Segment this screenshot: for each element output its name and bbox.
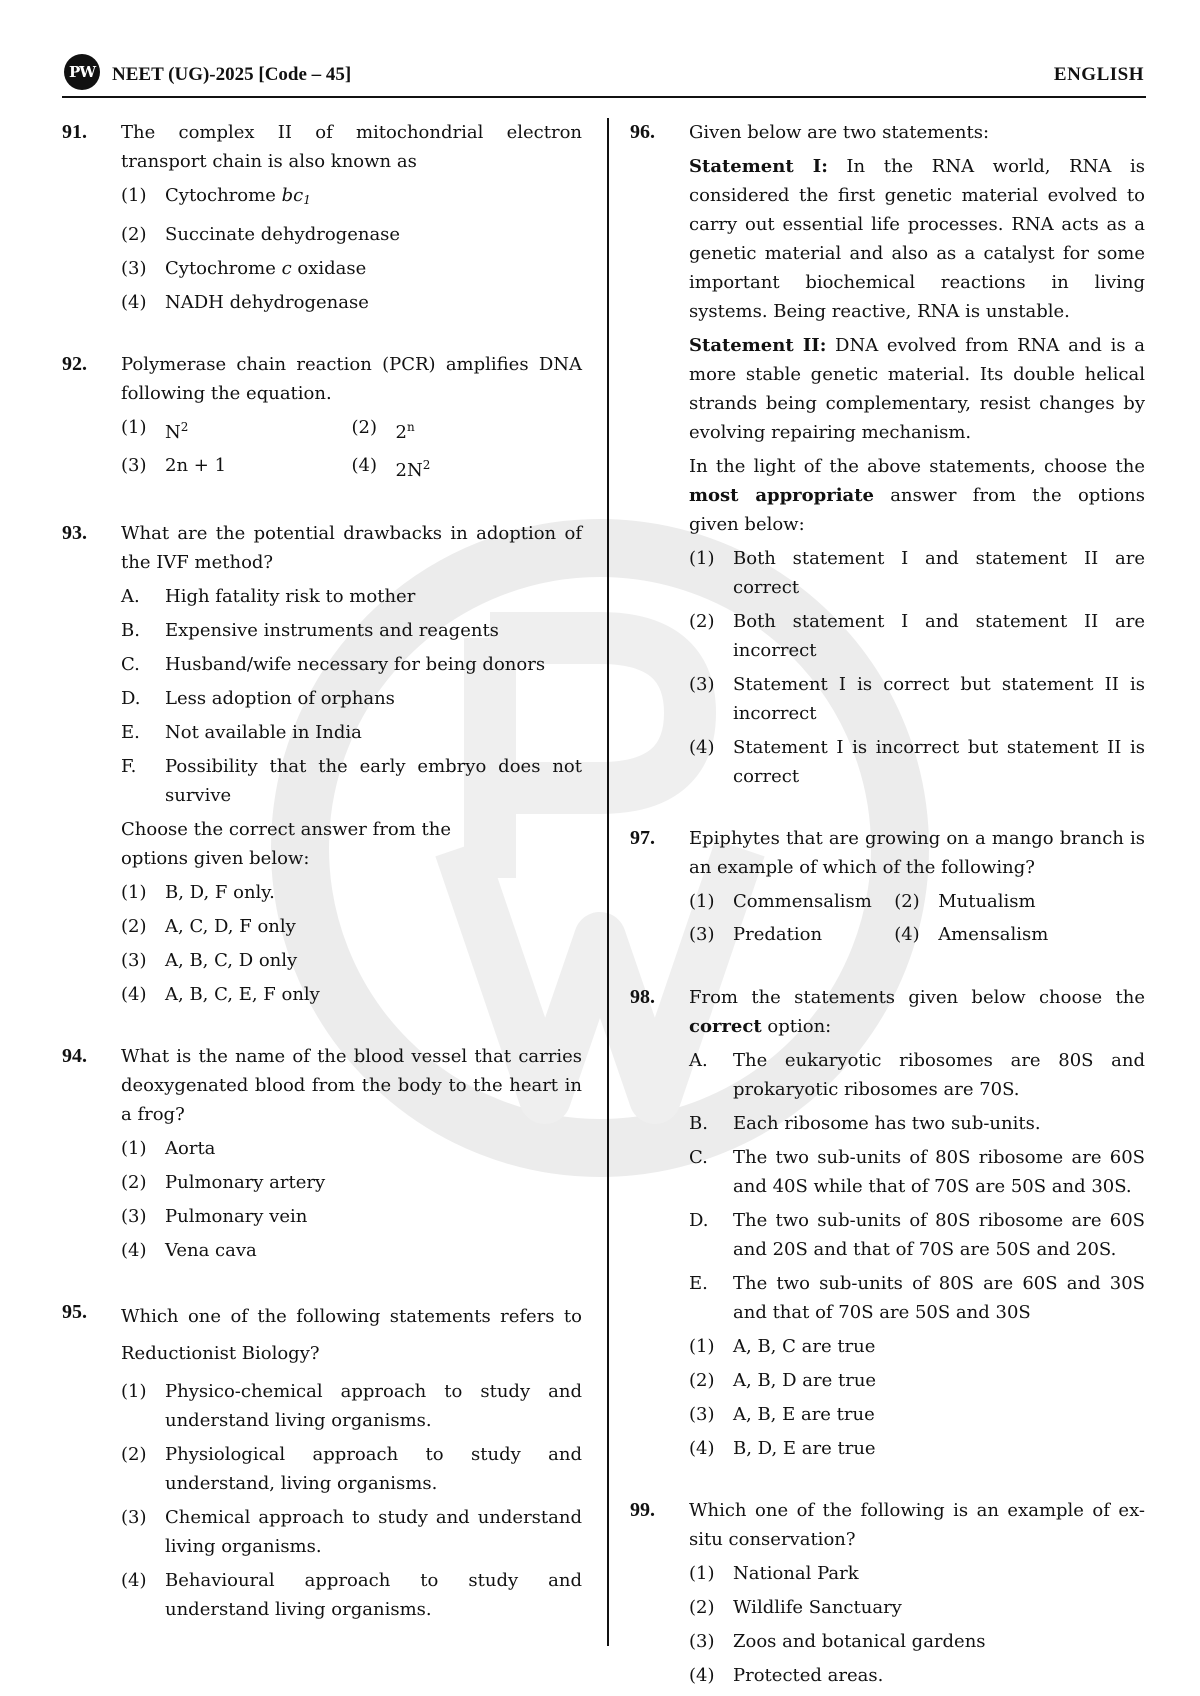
option-text: Aorta [165,1138,216,1159]
item-text: The eukaryotic ribosomes are 80S and prokaryotic ribosomes are 70S. [733,1050,1145,1100]
option-text: Amensalism [938,924,1049,945]
option-text: A, B, E are true [733,1404,875,1425]
option-label: (3) [689,1404,715,1425]
option-2 [689,1593,1145,1622]
column-divider [607,118,609,1646]
option-label: (1) [689,891,715,912]
item-c [689,1143,1145,1201]
option-2 [689,607,1145,665]
option-text: A, B, C are true [733,1336,876,1357]
option-label: (1) [689,1336,715,1357]
option-text: N [165,422,181,443]
options-grid [121,413,582,489]
statement-text: DNA evolved from RNA and is a more stable genetic material. Its double helical strands being complementary, resist changes by evolving repairing mechanism. [689,335,1145,443]
option-label: (3) [121,1507,147,1528]
subscript: 1 [303,193,311,207]
option-2 [352,413,583,447]
option-label: (4) [689,737,715,758]
option-3 [689,1627,1145,1656]
option-label: (4) [121,1240,147,1261]
option-1 [121,878,582,907]
option-label: (2) [121,916,147,937]
option-4 [121,1236,582,1265]
option-label: (3) [689,924,715,945]
option-1 [121,1377,582,1435]
page-header [62,52,1146,98]
option-2 [894,887,1145,916]
option-label: (3) [689,674,715,695]
option-text: Pulmonary vein [165,1206,308,1227]
option-text: Commensalism [733,891,872,912]
item-e [689,1269,1145,1327]
option-2 [689,1366,1145,1395]
item-label: E. [689,1273,708,1294]
question-number: 97. [630,827,655,849]
option-text: Cytochrome [165,185,282,206]
option-text: Statement I is incorrect but statement II is correct [733,737,1145,787]
question-97 [630,824,1145,953]
option-label: (2) [894,891,920,912]
left-column [62,118,582,1624]
question-text: Which one of the following is an example of ex-situ conservation? [689,1500,1145,1550]
option-text: Succinate dehydrogenase [165,224,401,245]
option-text: 2N [395,460,423,481]
option-text: oxidase [291,258,367,279]
option-text: B, D, F only. [165,882,275,903]
item-label: B. [121,620,140,641]
option-text: Mutualism [938,891,1036,912]
option-label: (1) [121,417,147,438]
option-4 [121,288,582,317]
item-a [689,1046,1145,1104]
question-text: What are the potential drawbacks in adoption of the IVF method? [121,523,582,573]
question-94 [62,1042,582,1265]
instruction-emphasis: most appropriate [689,485,874,506]
item-text: High fatality risk to mother [165,586,416,607]
option-text-italic: c [281,258,292,279]
option-text: Physiological approach to study and understand, living organisms. [165,1444,582,1494]
option-text: A, B, C, D only [165,950,298,971]
option-label: (4) [689,1665,715,1686]
option-1 [121,1134,582,1163]
question-number: 96. [630,121,655,143]
option-text: National Park [733,1563,859,1584]
option-text: Behavioural approach to study and understand living organisms. [165,1570,582,1620]
question-99 [630,1496,1145,1690]
item-b [121,616,582,645]
question-95 [62,1298,582,1624]
option-4 [689,733,1145,791]
item-text: Not available in India [165,722,362,743]
option-4 [121,1566,582,1624]
option-text: Statement I is correct but statement II is incorrect [733,674,1145,724]
options-grid [689,887,1145,953]
item-label: B. [689,1113,708,1134]
option-3 [121,946,582,975]
option-label: (2) [351,417,377,438]
question-number: 98. [630,986,655,1008]
question-number: 95. [62,1301,87,1323]
option-1 [689,544,1145,602]
instruction-text [689,452,1145,539]
option-label: (3) [121,455,147,476]
option-text-italic: bc [281,185,304,206]
option-text: Pulmonary artery [165,1172,326,1193]
item-label: E. [121,722,140,743]
option-3 [689,920,894,949]
option-label: (2) [121,1172,147,1193]
option-label: (1) [689,548,715,569]
option-3 [689,670,1145,728]
option-text: Protected areas. [733,1665,884,1686]
option-4 [689,1434,1145,1463]
option-text: 2 [395,422,407,443]
option-label: (1) [689,1563,715,1584]
question-93 [62,519,582,1009]
item-text: Less adoption of orphans [165,688,395,709]
option-4 [121,980,582,1009]
item-text: The two sub-units of 80S are 60S and 30S and that of 70S are 50S and 30S [733,1273,1145,1323]
item-label: F. [121,756,137,777]
item-b [689,1109,1145,1138]
option-4 [894,920,1145,949]
question-number: 99. [630,1499,655,1521]
option-label: (4) [121,984,147,1005]
option-text: A, B, C, E, F only [165,984,320,1005]
question-number: 94. [62,1045,87,1067]
question-text: The complex II of mitochondrial electron transport chain is also known as [121,122,582,172]
item-f [121,752,582,810]
exam-title: NEET (UG)-2025 [Code – 45] [112,64,352,85]
option-2 [121,220,582,249]
item-a [121,582,582,611]
question-number: 93. [62,522,87,544]
item-text: The two sub-units of 80S ribosome are 60S and 40S while that of 70S are 50S and 30S. [733,1147,1145,1197]
option-1 [689,887,894,916]
option-label: (2) [689,1597,715,1618]
option-text: Both statement I and statement II are incorrect [733,611,1145,661]
statement-label: Statement II: [689,335,827,356]
option-text: Physico-chemical approach to study and understand living organisms. [165,1381,582,1431]
option-text: Predation [733,924,823,945]
option-label: (1) [121,185,147,206]
option-label: (4) [351,455,377,476]
superscript: n [406,420,415,434]
option-text: Cytochrome [165,258,282,279]
question-98 [630,983,1145,1463]
question-text-emphasis: correct [689,1016,762,1037]
question-96 [630,118,1145,791]
option-label: (4) [121,1570,147,1591]
instruction-part: answer from the options given below: [689,485,1145,535]
question-text: What is the name of the blood vessel that carries deoxygenated blood from the body to the heart in a frog? [121,1046,582,1125]
instruction-text: Choose the correct answer from the options given below: [121,819,451,869]
question-text-part: From the statements given below choose the [689,987,1145,1008]
item-c [121,650,582,679]
question-text: Which one of the following statements refers to Reductionist Biology? [121,1306,582,1364]
item-text: Each ribosome has two sub-units. [733,1113,1041,1134]
option-3 [121,1503,582,1561]
option-text: Wildlife Sanctuary [733,1597,902,1618]
item-d [121,684,582,713]
statement-1 [689,152,1145,326]
option-text: Chemical approach to study and understand living organisms. [165,1507,582,1557]
question-text-part: option: [761,1016,832,1037]
question-number: 91. [62,121,87,143]
option-label: (2) [689,1370,715,1391]
option-2 [121,912,582,941]
option-1 [689,1332,1145,1361]
language-label: ENGLISH [1053,64,1144,85]
statement-2 [689,331,1145,447]
item-d [689,1206,1145,1264]
question-text: Epiphytes that are growing on a mango branch is an example of which of the following? [689,828,1145,878]
item-e [121,718,582,747]
option-3 [689,1400,1145,1429]
option-text: NADH dehydrogenase [165,292,369,313]
option-label: (4) [894,924,920,945]
question-text: Polymerase chain reaction (PCR) amplifies DNA following the equation. [121,354,582,404]
superscript: 2 [180,420,189,434]
item-text: The two sub-units of 80S ribosome are 60S and 20S and that of 70S are 50S and 20S. [733,1210,1145,1260]
question-text [689,983,1145,1041]
option-2 [121,1440,582,1498]
option-4 [689,1661,1145,1690]
option-3 [121,254,582,283]
option-label: (3) [121,950,147,971]
option-label: (1) [121,1138,147,1159]
item-label: C. [689,1147,708,1168]
question-92 [62,350,582,489]
option-text: 2n + 1 [165,455,227,476]
superscript: 2 [422,458,431,472]
option-label: (1) [121,882,147,903]
item-text: Husband/wife necessary for being donors [165,654,546,675]
instruction-part: In the light of the above statements, choose the [689,456,1145,477]
option-3 [121,1202,582,1231]
option-text: B, D, E are true [733,1438,876,1459]
item-label: C. [121,654,140,675]
option-1 [121,413,352,447]
pw-logo: PW [64,54,100,90]
question-91 [62,118,582,317]
option-3 [121,451,352,485]
item-text: Possibility that the early embryo does not survive [165,756,582,806]
option-label: (2) [121,224,147,245]
option-label: (1) [121,1381,147,1402]
option-1 [689,1559,1145,1588]
item-label: A. [121,586,140,607]
option-2 [121,1168,582,1197]
item-label: A. [689,1050,708,1071]
item-label: D. [121,688,141,709]
statement-text: In the RNA world, RNA is considered the first genetic material evolved to carry out essential life processes. RNA acts as a genetic material and also as a catalyst for some important biochemical reactions in living systems. Being reactive, RNA is unstable. [689,156,1145,322]
option-label: (2) [121,1444,147,1465]
option-text: A, B, D are true [733,1370,877,1391]
option-4 [352,451,583,485]
option-label: (2) [689,611,715,632]
item-label: D. [689,1210,709,1231]
right-column [630,118,1145,1690]
option-label: (3) [689,1631,715,1652]
statement-label: Statement I: [689,156,828,177]
option-text: Both statement I and statement II are correct [733,548,1145,598]
option-1 [121,181,582,215]
option-label: (3) [121,1206,147,1227]
question-number: 92. [62,353,87,375]
option-label: (3) [121,258,147,279]
question-text: Given below are two statements: [689,122,990,143]
option-label: (4) [689,1438,715,1459]
option-text: Vena cava [165,1240,257,1261]
option-label: (4) [121,292,147,313]
item-text: Expensive instruments and reagents [165,620,499,641]
option-text: Zoos and botanical gardens [733,1631,986,1652]
option-text: A, C, D, F only [165,916,296,937]
